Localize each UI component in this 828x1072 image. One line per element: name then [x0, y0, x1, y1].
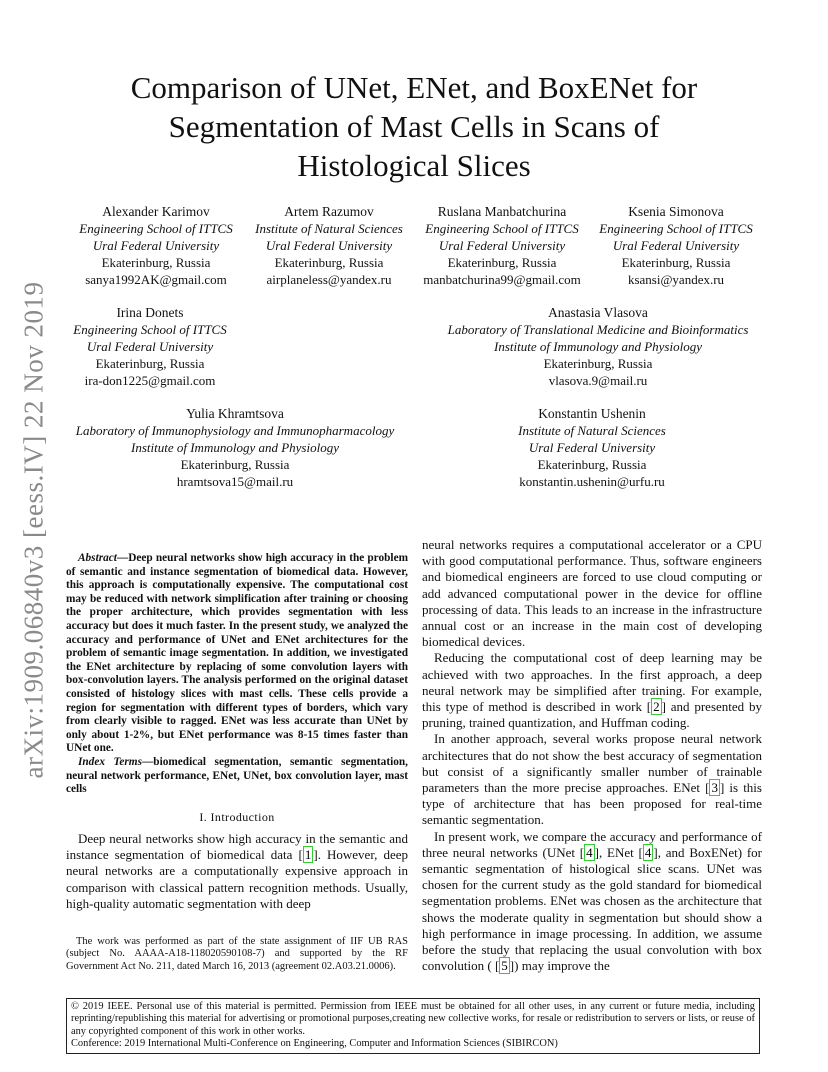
author-city: Ekaterinburg, Russia: [95, 356, 205, 371]
author-block: [68, 203, 244, 288]
citation-link[interactable]: 2: [653, 699, 660, 715]
arxiv-identifier[interactable]: arXiv:1909.06840v3 [eess.IV] 22 Nov 2019: [18, 281, 49, 779]
author-name: Ruslana Manbatchurina: [437, 204, 567, 219]
citation-link[interactable]: 3: [711, 780, 718, 796]
author-affiliation: Institute of Immunology and Physiology: [494, 339, 702, 354]
author-affiliation: Institute of Natural Sciences: [518, 423, 666, 438]
author-affiliation: Ural Federal University: [612, 238, 740, 253]
author-block: [60, 405, 410, 490]
author-email[interactable]: ksansi@yandex.ru: [627, 272, 725, 287]
paragraph: In another approach, several works propose neural network architectures that do not show the best accuracy of segmentation but consist of a significantly smaller number of trainable parameters than the more precise approaches. ENet [ 3 ] is this type of architecture that has been proposed for real-time semantic segmentation.: [422, 731, 762, 828]
copyright-text: © 2019 IEEE. Personal use of this material is permitted. Permission from IEEE must be obtained for all other uses, in any current or future media, including reprinting/republishing this material for advertising or promotional purposes,creating new collective works, for resale or redistribution to servers or lists, or reuse of any copyrighted component of this work in other works.: [71, 1001, 755, 1037]
footnote-text: The work was performed as part of the state assignment of IIF UB RAS (subject No. AAAA-A18-118020590108-7) and supported by the RF Government Act No. 211, dated March 16, 2013 (agreement 02.A03.21.0006).: [66, 936, 408, 972]
copyright-notice: [66, 998, 760, 1054]
title-line: Segmentation of Mast Cells in Scans of: [168, 109, 660, 144]
intro-paragraph: [66, 831, 408, 912]
citation-link[interactable]: 4: [644, 844, 652, 860]
author-name: Anastasia Vlasova: [548, 305, 648, 320]
title-line: Comparison of UNet, ENet, and BoxENet for: [130, 70, 698, 105]
author-block: [414, 203, 590, 288]
author-affiliation: Ural Federal University: [438, 238, 566, 253]
author-name: Konstantin Ushenin: [538, 406, 646, 421]
author-name: Artem Razumov: [284, 204, 374, 219]
author-email[interactable]: hramtsova15@mail.ru: [176, 474, 294, 489]
footnote: [66, 936, 408, 973]
index-terms: [66, 756, 408, 797]
citation-link[interactable]: 4: [586, 844, 593, 860]
right-column: [422, 537, 762, 974]
author-name: Irina Donets: [116, 305, 184, 320]
left-column: [66, 552, 408, 912]
author-name: Yulia Khramtsova: [186, 406, 284, 421]
author-email[interactable]: sanya1992AK@gmail.com: [85, 272, 227, 287]
author-city: Ekaterinburg, Russia: [274, 255, 384, 270]
paragraph: In present work, we compare the accuracy and performance of three neural networks (UNet [ 4 ], ENet [ 4 ], and BoxENet) for semantic segmentation of histological slice scans. UNet was chosen for the current study as the gold standard for biomedical segmentation problems. ENet was chosen as the architecture that shows the moderate quality in segmentation but should show a high performance in image processing. In addition, we assume before the study that replacing the usual convolution with box convolution ( [ 5 ]) may improve the: [422, 828, 763, 974]
author-email[interactable]: airplaneless@yandex.ru: [266, 272, 392, 287]
author-block: [430, 304, 766, 389]
index-terms-label: Index Terms: [78, 755, 142, 768]
intro-text: Deep neural networks show high accuracy in the semantic and instance segmentation of biomedical data [ 1 ]. However, deep neural networks are a computationally expensive approach in comparison with classical pattern recognition methods. Usually, high-quality automatic segmentation with deep: [66, 830, 408, 911]
author-email[interactable]: ira-don1225@gmail.com: [84, 373, 216, 388]
author-affiliation: Engineering School of ITTCS: [79, 221, 233, 236]
arxiv-sidebar: [14, 0, 54, 1072]
index-terms-text: —biomedical segmentation, semantic segmentation, neural network performance, ENet, UNet, box convolution layer, mast cells: [66, 755, 408, 796]
author-affiliation: Engineering School of ITTCS: [425, 221, 579, 236]
author-city: Ekaterinburg, Russia: [180, 457, 290, 472]
author-affiliation: Institute of Immunology and Physiology: [131, 440, 339, 455]
author-name: Alexander Karimov: [102, 204, 210, 219]
author-email[interactable]: vlasova.9@mail.ru: [548, 373, 648, 388]
section-heading: I. Introduction: [199, 809, 275, 824]
author-city: Ekaterinburg, Russia: [543, 356, 653, 371]
author-block: [480, 405, 704, 490]
author-affiliation: Laboratory of Translational Medicine and Bioinformatics: [447, 322, 749, 337]
author-city: Ekaterinburg, Russia: [101, 255, 211, 270]
author-email[interactable]: manbatchurina99@gmail.com: [423, 272, 581, 287]
paragraph: Reducing the computational cost of deep learning may be achieved with two approaches. In the first approach, a deep neural network may be simplified after training. For example, this type of method is described in work [ 2 ] and presented by pruning, trained quantization, and Huffman coding.: [422, 650, 762, 731]
author-affiliation: Institute of Natural Sciences: [255, 221, 403, 236]
author-affiliation: Ural Federal University: [265, 238, 393, 253]
author-affiliation: Ural Federal University: [528, 440, 656, 455]
author-affiliation: Engineering School of ITTCS: [599, 221, 753, 236]
abstract-text: —Deep neural networks show high accuracy in the problem of semantic and instance segmentation of biomedical data. However, this approach is computationally expensive. The computational cost may be reduced with network simplification after training or choosing the proper architecture, which provides segmentation with less accuracy but does it much faster. In the present study, we analyzed the accuracy and performance of UNet and ENet architectures for the problem of semantic image segmentation. In addition, we investigated the ENet architecture by replacing of some convolution layers with box-convolution layers. The analysis performed on the original dataset consisted of histology slices with mast cells. These cells provide a region for segmentation with different types of borders, which vary from clearly visible to ragged. ENet was less accurate than UNet by only about 1-2%, but ENet performance was 8-15 times faster than UNet one.: [66, 552, 408, 755]
paragraph: neural networks requires a computational accelerator or a CPU with good computational performance. Thus, software engineers and biomedical engineers are forced to use cloud computing or add advanced computational power in the device for offline processing of data. This leads to an increase in the infrastructure annual cost or an increase in the main cost of developing biomedical devices.: [422, 537, 762, 650]
author-affiliation: Laboratory of Immunophysiology and Immunopharmacology: [75, 423, 395, 438]
author-city: Ekaterinburg, Russia: [621, 255, 731, 270]
author-affiliation: Ural Federal University: [86, 339, 214, 354]
abstract: [66, 552, 408, 756]
author-block: [243, 203, 415, 288]
author-city: Ekaterinburg, Russia: [537, 457, 647, 472]
abstract-label: Abstract: [78, 552, 117, 564]
author-block: [60, 304, 240, 389]
title-line: Histological Slices: [297, 148, 531, 183]
citation-link[interactable]: 5: [501, 958, 508, 974]
citation-link[interactable]: 1: [304, 847, 312, 863]
author-name: Ksenia Simonova: [628, 204, 724, 219]
author-email[interactable]: konstantin.ushenin@urfu.ru: [519, 474, 665, 489]
author-affiliation: Ural Federal University: [92, 238, 220, 253]
paper-title: [80, 68, 748, 185]
author-affiliation: Engineering School of ITTCS: [73, 322, 227, 337]
author-city: Ekaterinburg, Russia: [447, 255, 557, 270]
conference-text: Conference: 2019 International Multi-Conference on Engineering, Computer and Information Sciences (SIBIRCON): [71, 1038, 558, 1050]
author-block: [590, 203, 762, 288]
